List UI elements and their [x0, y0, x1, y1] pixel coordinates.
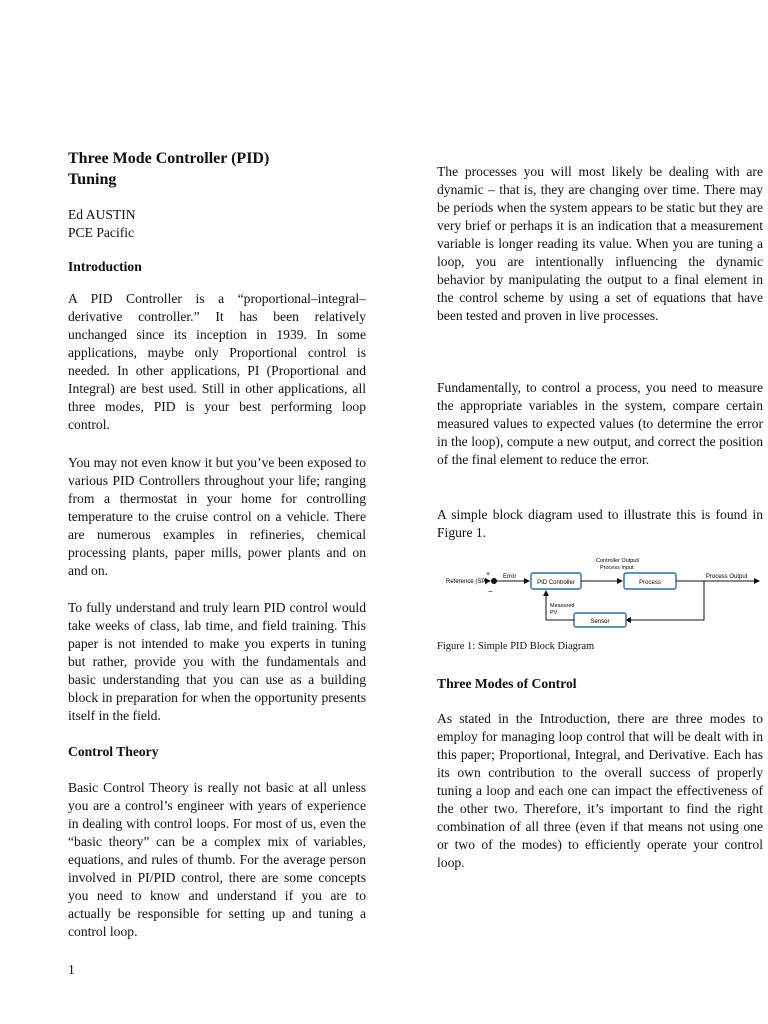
- reference-label: Reference (SP): [446, 579, 488, 585]
- introduction-heading: Introduction: [68, 259, 142, 274]
- pid-block-diagram: [446, 556, 761, 636]
- controller-output-label-2: Process Input: [600, 565, 634, 571]
- control-theory-paragraph: Basic Control Theory is really not basic at all unless you are a control’s engineer with years of experience in dealing with control loops. For most of us, even the “basic theory” can be a complex mix of variables, equations, and rules of thumb. For the average person involved in PI/PID control, there are some concepts you need to know and understand if you are to actually be responsible for setting up and tuning a control loop.: [68, 780, 366, 939]
- plus-sign: +: [486, 571, 491, 578]
- intro-paragraph-3: To fully understand and truly learn PID control would take weeks of class, lab time, and field training. This paper is not intended to make you experts in tuning but rather, provide you with the fundamentals and basic understanding that you can use as a building block in preparation for when the opportunity presents itself in the field.: [68, 600, 366, 723]
- page-number: 1: [68, 962, 75, 977]
- intro-paragraph-2: You may not even know it but you’ve been exposed to various PID Controllers throughout your life; ranging from a thermostat in your home for controlling temperature to the cruise control on a vehicle. There are numerous examples in refineries, chemical processing plants, paper mills, power plants and on and on.: [68, 455, 366, 578]
- right-paragraph-2: Fundamentally, to control a process, you need to measure the appropriate variables in the system, compare certain measured values to expected values (to determine the error in the loop), compute a new output, and correct the position of the final element to reduce the error.: [437, 380, 763, 467]
- process-label: Process: [639, 580, 661, 586]
- author-name: Ed AUSTIN: [68, 207, 136, 222]
- author-organization: PCE Pacific: [68, 225, 135, 240]
- right-paragraph-1: The processes you will most likely be dealing with are dynamic – that is, they are changing over time. There may be periods when the system appears to be static but they are very brief or perhaps it is an indication that a measurement variable is longer reading its value. When you are tuning a loop, you are intentionally influencing the dynamic behavior by manipulating the output to a final element in the control scheme by using a set of equations that have been tested and proven in live processes.: [437, 164, 763, 323]
- pid-controller-label: PID Controller: [537, 580, 575, 586]
- error-label: Error: [503, 574, 517, 580]
- controller-output-label-1: Controller Output/: [596, 558, 640, 564]
- measured-label-2: PV: [550, 610, 558, 616]
- control-theory-heading: Control Theory: [68, 744, 159, 759]
- title-line-2: Tuning: [68, 171, 117, 188]
- sensor-label: Sensor: [590, 619, 610, 625]
- process-output-label: Process Output: [706, 574, 748, 580]
- intro-paragraph-1: A PID Controller is a “proportional–integral–derivative controller.” It has been relatively unchanged since its inception in 1939. In some applications, maybe only Proportional control is needed. In other applications, PI (Proportional and Integral) are best used. Still in other applications, all three modes, PID is your best performing loop control.: [68, 291, 366, 432]
- three-modes-heading: Three Modes of Control: [437, 676, 577, 691]
- summing-junction: [491, 578, 497, 584]
- document-title: [68, 148, 269, 190]
- measured-label-1: Measured: [550, 603, 575, 609]
- three-modes-paragraph: As stated in the Introduction, there are three modes to employ for managing loop control that will be dealt with in this paper; Proportional, Integral, and Derivative. Each has its own contribution to the overall success of properly tuning a loop and each one can impact the effectiveness of the other two. Therefore, it’s important to find the right combination of all three (even if that means not using one or two of the modes) to efficiently operate your control loop.: [437, 711, 763, 870]
- minus-sign: −: [488, 587, 493, 596]
- right-paragraph-3: A simple block diagram used to illustrate this is found in Figure 1.: [437, 507, 763, 540]
- title-line-1: Three Mode Controller (PID): [68, 150, 270, 167]
- figure-caption: Figure 1: Simple PID Block Diagram: [437, 641, 595, 652]
- author-block: [68, 206, 136, 242]
